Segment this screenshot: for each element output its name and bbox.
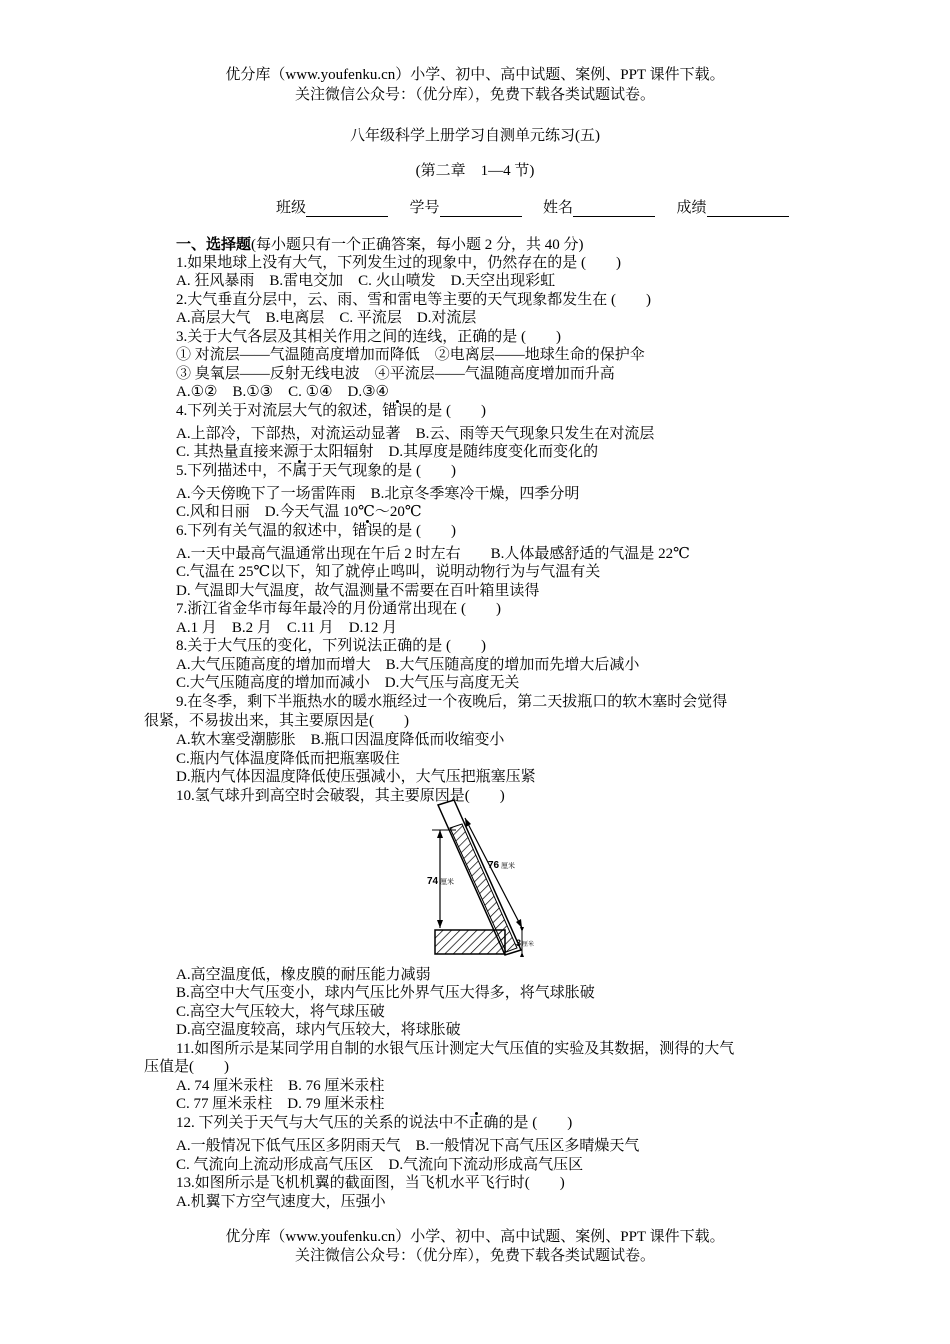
id-blank[interactable] [440,202,522,217]
q11-line-2: 压值是( ) [144,1059,229,1075]
page-subtitle: (第二章 1—4 节) [415,163,535,179]
q3-options: A.①② B.①③ C. ①④ D.③④ [176,384,390,400]
q12-text: 12. 下列关于天气与大气压的关系的说法中 [176,1115,454,1131]
unit-74: 厘米 [440,878,454,886]
q13: 13.如图所示是飞机机翼的截面图，当飞机水平飞行时( ) [176,1175,565,1191]
q10-options-d: D.高空温度较高，球内气压较大，将球胀破 [176,1022,461,1038]
q4 [176,402,486,420]
class-blank[interactable] [306,202,388,217]
q5-options-b: C.风和日丽 D.今天气温 10℃～20℃ [176,504,422,520]
q10-options-b: B.高空中大气压变小，球内气压比外界气压大得多，将气球胀破 [176,985,595,1001]
q4-text-end: 的是 ( ) [412,403,487,419]
barometer-figure [420,800,535,960]
q2-options: A.高层大气 B.电离层 C. 平流层 D.对流层 [176,310,477,326]
q9-line-2: 很紧，不易拔出来，其主要原因是( ) [144,713,409,729]
q6-options-c: D. 气温即大气温度，故气温测量不需要在百叶箱里读得 [176,583,540,599]
q12 [176,1114,572,1132]
q3-statement-b: ③ 臭氧层——反射无线电波 ④平流层——气温随高度增加而升高 [176,366,615,382]
q4-emphasis: 错误 [382,403,413,419]
student-info-row [276,199,789,217]
q9-options-c: D.瓶内气体因温度降低使压强减小，大气压把瓶塞压紧 [176,769,536,785]
q10-options-a: A.高空温度低，橡皮膜的耐压能力减弱 [176,967,431,983]
page-title: 八年级科学上册学习自测单元练习(五) [350,128,600,144]
q6-options-b: C.气温在 25℃以下，知了就停止鸣叫，说明动物行为与气温有关 [176,564,601,580]
q11-options-b: C. 77 厘米汞柱 D. 79 厘米汞柱 [176,1096,385,1112]
q4-options-b: C. 其热量直接来源于太阳辐射 D.其厚度是随纬度变化而变化的 [176,444,599,460]
q6-emphasis: 错误 [352,523,383,539]
section-title: 一、选择题 [176,237,252,253]
q7-options: A.1 月 B.2 月 C.11 月 D.12 月 [176,620,398,636]
q10-options-c: C.高空大气压较大，将气球压破 [176,1004,385,1020]
q11-options-a: A. 74 厘米汞柱 B. 76 厘米汞柱 [176,1078,385,1094]
header-line-2: 关注微信公众号：（优分库），免费下载各类试题试卷。 [294,87,655,103]
q8-options-a: A.大气压随高度的增加而增大 B.大气压随高度的增加而先增大后减小 [176,657,640,673]
unit-3: 厘米 [522,941,535,948]
section-heading [176,236,584,254]
footer-line-2: 关注微信公众号：（优分库），免费下载各类试题试卷。 [294,1248,655,1264]
q3: 3.关于大气各层及其相关作用之间的连线，正确的是 ( ) [176,329,561,345]
id-label: 学号 [409,200,440,216]
q1-options: A. 狂风暴雨 B.雷电交加 C. 火山喷发 D.天空出现彩虹 [176,273,556,289]
label-3: 3 [516,938,522,948]
q2: 2.大气垂直分层中，云、雨、雪和雷电等主要的天气现象都发生在 ( ) [176,292,651,308]
q9-options-a: A.软木塞受潮膨胀 B.瓶口因温度降低而收缩变小 [176,732,505,748]
mercury-trough [435,930,505,954]
q8-options-b: C.大气压随高度的增加而减小 D.大气压与高度无关 [176,675,520,691]
q5 [176,462,456,480]
q1: 1.如果地球上没有大气，下列发生过的现象中，仍然存在的是 ( ) [176,255,621,271]
q5-emphasis: 不属于 [277,463,323,479]
q11-line-1: 11.如图所示是某同学用自制的水银气压计测定大气压值的实验及其数据，测得的大气 [176,1041,735,1057]
q6 [176,522,456,540]
section-note: (每小题只有一个正确答案，每小题 2 分，共 40 分) [251,237,584,253]
q4-text: 4.下列关于对流层大气的叙述， [176,403,383,419]
q6-text: 6.下列有关气温的叙述中， [176,523,353,539]
name-label: 姓名 [543,200,574,216]
q12-emphasis: 不正确 [453,1115,499,1131]
q13-options-a: A.机翼下方空气速度大，压强小 [176,1194,386,1210]
q7: 7.浙江省金华市每年最冷的月份通常出现在 ( ) [176,601,501,617]
label-76: 76 [488,860,500,871]
score-label: 成绩 [676,200,707,216]
class-label: 班级 [276,200,307,216]
q12-options-a: A.一般情况下低气压区多阴雨天气 B.一般情况下高气压区多晴燥天气 [176,1138,640,1154]
footer-line-1: 优分库（www.youfenku.cn）小学、初中、高中试题、案例、PPT 课件下载。 [225,1229,725,1245]
unit-76: 厘米 [501,862,515,870]
q6-options-a: A.一天中最高气温通常出现在午后 2 时左右 B.人体最感舒适的气温是 22℃ [176,546,690,562]
score-blank[interactable] [707,202,789,217]
q5-text: 5.下列描述中， [176,463,278,479]
q5-text-end: 天气现象的是 ( ) [322,463,457,479]
q12-text-end: 的是 ( ) [498,1115,573,1131]
q8: 8.关于大气压的变化，下列说法正确的是 ( ) [176,638,486,654]
q3-statement-a: ① 对流层——气温随高度增加而降低 ②电离层——地球生命的保护伞 [176,347,645,363]
header-line-1: 优分库（www.youfenku.cn）小学、初中、高中试题、案例、PPT 课件下载。 [225,67,725,83]
q12-options-b: C. 气流向上流动形成高气压区 D.气流向下流动形成高气压区 [176,1157,584,1173]
q9-options-b: C.瓶内气体温度降低而把瓶塞吸住 [176,751,400,767]
q10: 10.氢气球升到高空时会破裂，其主要原因是( ) [176,788,505,804]
q4-options-a: A.上部冷，下部热，对流运动显著 B.云、雨等天气现象只发生在对流层 [176,426,655,442]
q6-text-end: 的是 ( ) [382,523,457,539]
q5-options-a: A.今天傍晚下了一场雷阵雨 B.北京冬季寒冷干燥，四季分明 [176,486,580,502]
label-74: 74 [427,876,439,887]
name-blank[interactable] [573,202,655,217]
q9-line-1: 9.在冬季，剩下半瓶热水的暖水瓶经过一个夜晚后，第二天拔瓶口的软木塞时会觉得 [176,694,728,710]
